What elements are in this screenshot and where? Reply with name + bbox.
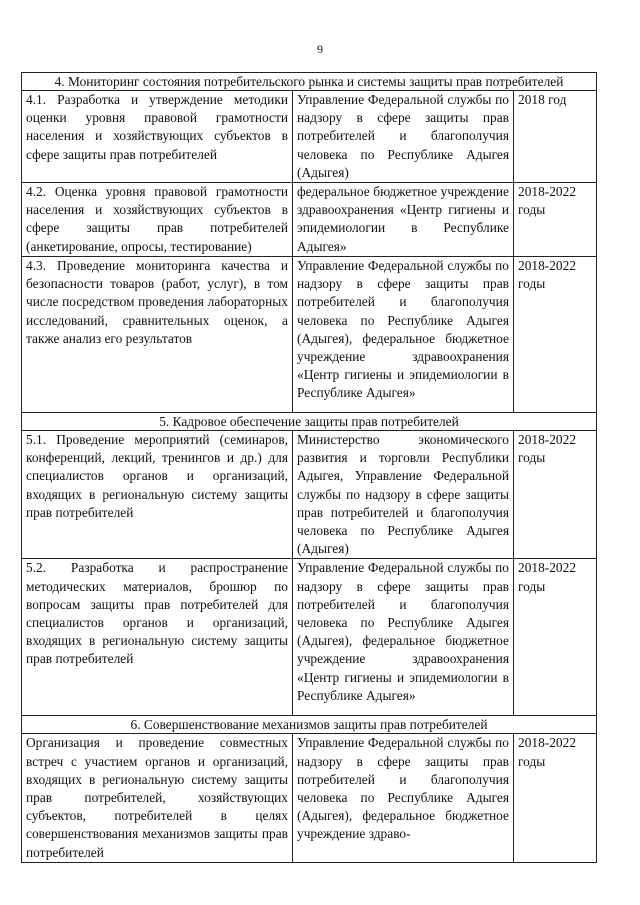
action-plan-table [21,72,597,863]
activity-cell: 4.2. Оценка уровня правовой грамотности населения и хозяйствующих субъектов в сфере защиты прав потребителей (анкетирование, опросы, тестирование) [22,183,293,257]
table-row [22,91,597,183]
activity-cell: 4.3. Проведение мониторинга качества и безопасности товаров (работ, услуг), в том числе посредством проведения лабораторных исследований, сравнительных оценок, а также анализ его результатов [22,257,293,413]
term-cell: 2018-2022 годы [514,431,597,559]
table-row [22,257,597,413]
section-heading: 5. Кадровое обеспечение защиты прав потребителей [22,413,597,431]
activity-cell: 5.2. Разработка и распространение методических материалов, брошюр по вопросам защиты прав потребителей для специалистов органов и организаций, входящих в региональную систему защиты прав потребителей [22,559,293,716]
executor-cell: федеральное бюджетное учреждение здравоохранения «Центр гигиены и эпидемиологии в Республике Адыгея» [293,183,514,257]
executor-cell: Управление Федеральной службы по надзору в сфере защиты прав потребителей и благополучия человека по Республике Адыгея (Адыгея), федеральное бюджетное учреждение здравоохранения «Центр гигиены и эпидемиологии в Республике Адыгея» [293,257,514,413]
activity-cell: 4.1. Разработка и утверждение методики оценки уровня правовой грамотности населения и хозяйствующих субъектов в сфере защиты прав потребителей [22,91,293,183]
executor-cell: Управление Федеральной службы по надзору в сфере защиты прав потребителей и благополучия человека по Республике Адыгея (Адыгея), федеральное бюджетное учреждение здравоохранения «Центр гигиены и эпидемиологии в Республике Адыгея» [293,559,514,716]
section-heading-row [22,716,597,734]
table-row [22,734,597,862]
executor-cell: Управление Федеральной службы по надзору в сфере защиты прав потребителей и благополучия человека по Республике Адыгея (Адыгея), федеральное бюджетное учреждение здраво- [293,734,514,862]
section-heading: 6. Совершенствование механизмов защиты прав потребителей [22,716,597,734]
term-cell: 2018-2022 годы [514,257,597,413]
executor-cell: Управление Федеральной службы по надзору в сфере защиты прав потребителей и благополучия человека по Республике Адыгея (Адыгея) [293,91,514,183]
term-cell: 2018-2022 годы [514,734,597,862]
term-cell: 2018-2022 годы [514,559,597,716]
section-heading-row [22,413,597,431]
term-cell: 2018-2022 годы [514,183,597,257]
activity-cell: 5.1. Проведение мероприятий (семинаров, конференций, лекций, тренингов и др.) для специалистов органов и организаций, входящих в региональную систему защиты прав потребителей [22,431,293,559]
table-row [22,559,597,716]
activity-cell: Организация и проведение совместных встреч с участием органов и организаций, входящих в региональную систему защиты прав потребителей, хозяйствующих субъектов, потребителей в целях совершенствования механизмов защиты прав потребителей [22,734,293,862]
table-row [22,183,597,257]
table-row [22,431,597,559]
section-heading: 4. Мониторинг состояния потребительского рынка и системы защиты прав потребителей [22,73,597,91]
page-number: 9 [317,42,323,56]
term-cell: 2018 год [514,91,597,183]
executor-cell: Министерство экономического развития и торговли Республики Адыгея, Управление Федеральной службы по надзору в сфере защиты прав потребителей и благополучия человека по Республике Адыгея (Адыгея) [293,431,514,559]
section-heading-row [22,73,597,91]
